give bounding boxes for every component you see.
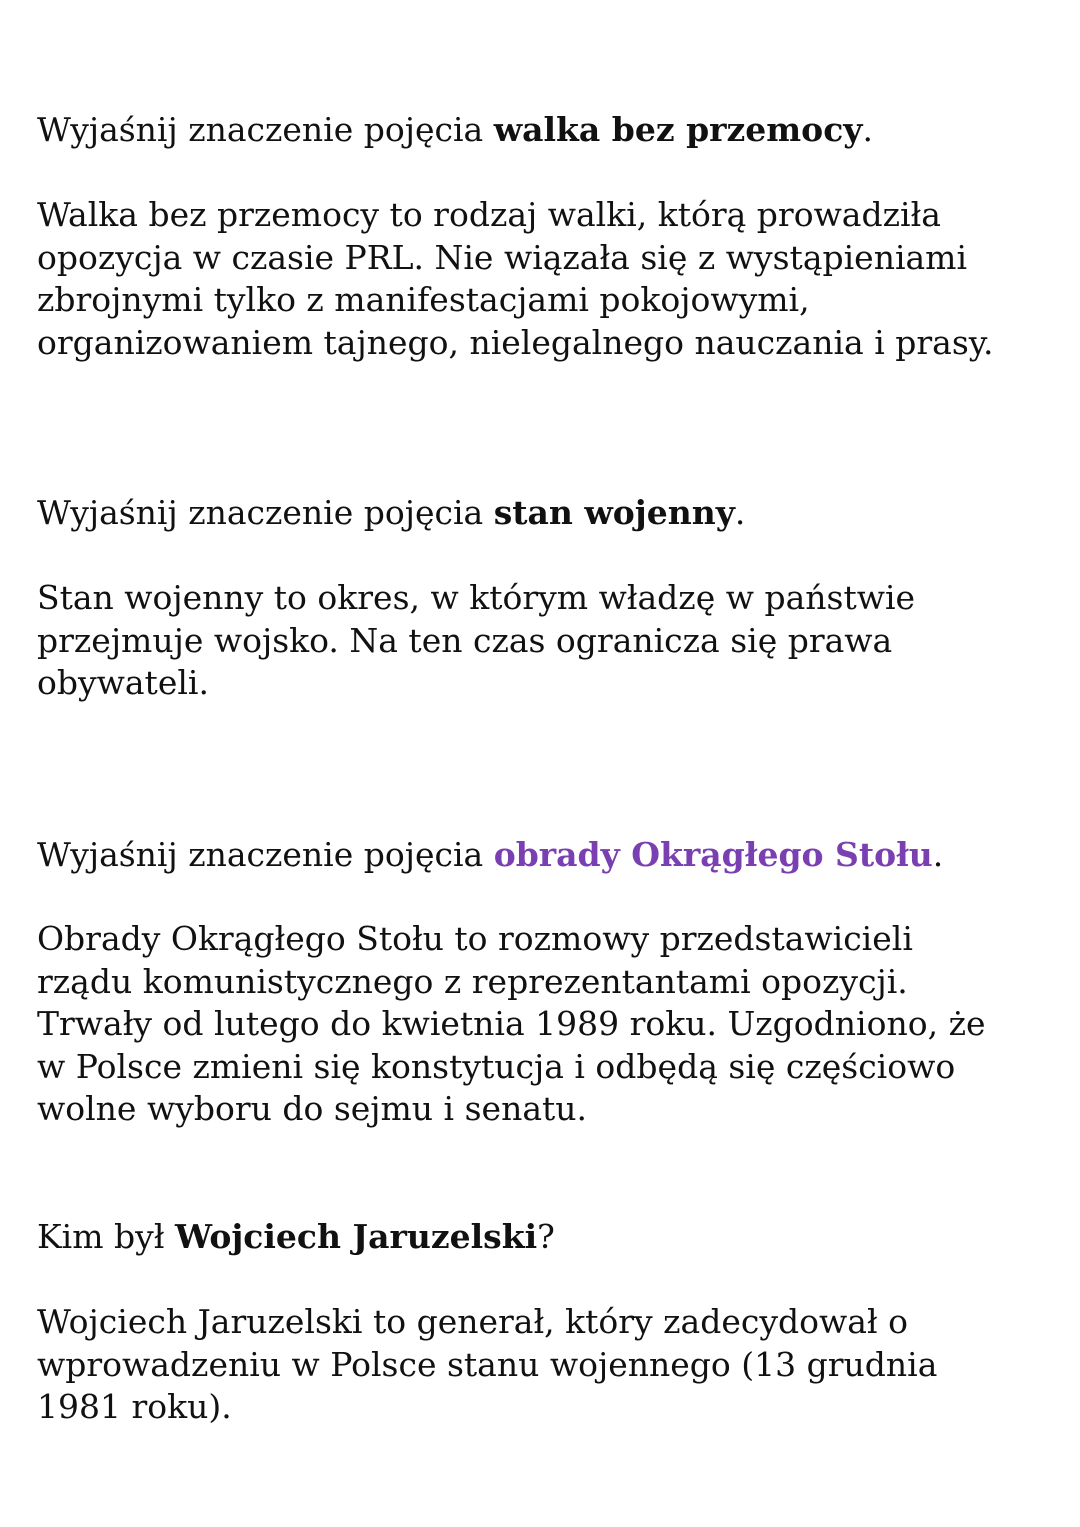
term-obrady-okraglego-stolu: obrady Okrągłego Stołu bbox=[493, 835, 933, 874]
answer-line: wprowadzeniu w Polsce stanu wojennego (13 grudnia bbox=[37, 1344, 938, 1384]
answer-line: zbrojnymi tylko z manifestacjami pokojowymi, bbox=[37, 280, 810, 319]
question-suffix: . bbox=[862, 110, 873, 149]
answer-wojciech-jaruzelski bbox=[37, 1301, 1047, 1429]
question-obrady-okraglego-stolu bbox=[37, 834, 1047, 876]
question-suffix: ? bbox=[537, 1217, 555, 1256]
question-prefix: Wyjaśnij znaczenie pojęcia bbox=[37, 835, 494, 874]
answer-line: Walka bez przemocy to rodzaj walki, którą prowadziła bbox=[37, 195, 941, 234]
question-prefix: Wyjaśnij znaczenie pojęcia bbox=[37, 110, 494, 149]
question-wojciech-jaruzelski bbox=[37, 1216, 1047, 1258]
answer-line: przejmuje wojsko. Na ten czas ogranicza się prawa bbox=[37, 620, 893, 660]
answer-line: organizowaniem tajnego, nielegalnego nauczania i prasy. bbox=[37, 322, 994, 362]
question-walka-bez-przemocy bbox=[37, 109, 1047, 151]
answer-line: 1981 roku). bbox=[37, 1387, 232, 1426]
answer-obrady-okraglego-stolu bbox=[37, 918, 1047, 1131]
answer-line: opozycja w czasie PRL. Nie wiązała się z wystąpieniami bbox=[37, 237, 968, 277]
question-prefix: Kim był bbox=[37, 1217, 175, 1256]
answer-line: Wojciech Jaruzelski to generał, który zadecydował o bbox=[37, 1302, 908, 1341]
answer-line: rządu komunistycznego z reprezentantami opozycji. bbox=[37, 961, 908, 1001]
answer-line: Trwały od lutego do kwietnia 1989 roku. Uzgodniono, że bbox=[37, 1004, 986, 1043]
question-prefix: Wyjaśnij znaczenie pojęcia bbox=[37, 493, 494, 532]
answer-line: w Polsce zmieni się konstytucja i odbędą się częściowo bbox=[37, 1046, 956, 1086]
question-stan-wojenny bbox=[37, 492, 1047, 534]
answer-line: obywateli. bbox=[37, 663, 209, 702]
answer-line: wolne wyboru do sejmu i senatu. bbox=[37, 1089, 587, 1128]
term-walka-bez-przemocy: walka bez przemocy bbox=[493, 110, 863, 149]
question-suffix: . bbox=[932, 835, 944, 874]
answer-line: Obrady Okrągłego Stołu to rozmowy przedstawicieli bbox=[37, 919, 913, 958]
question-suffix: . bbox=[734, 493, 746, 532]
answer-stan-wojenny bbox=[37, 577, 1047, 705]
answer-line: Stan wojenny to okres, w którym władzę w państwie bbox=[37, 578, 916, 617]
answer-walka-bez-przemocy bbox=[37, 194, 1047, 364]
term-wojciech-jaruzelski: Wojciech Jaruzelski bbox=[174, 1217, 538, 1256]
term-stan-wojenny: stan wojenny bbox=[493, 493, 735, 532]
